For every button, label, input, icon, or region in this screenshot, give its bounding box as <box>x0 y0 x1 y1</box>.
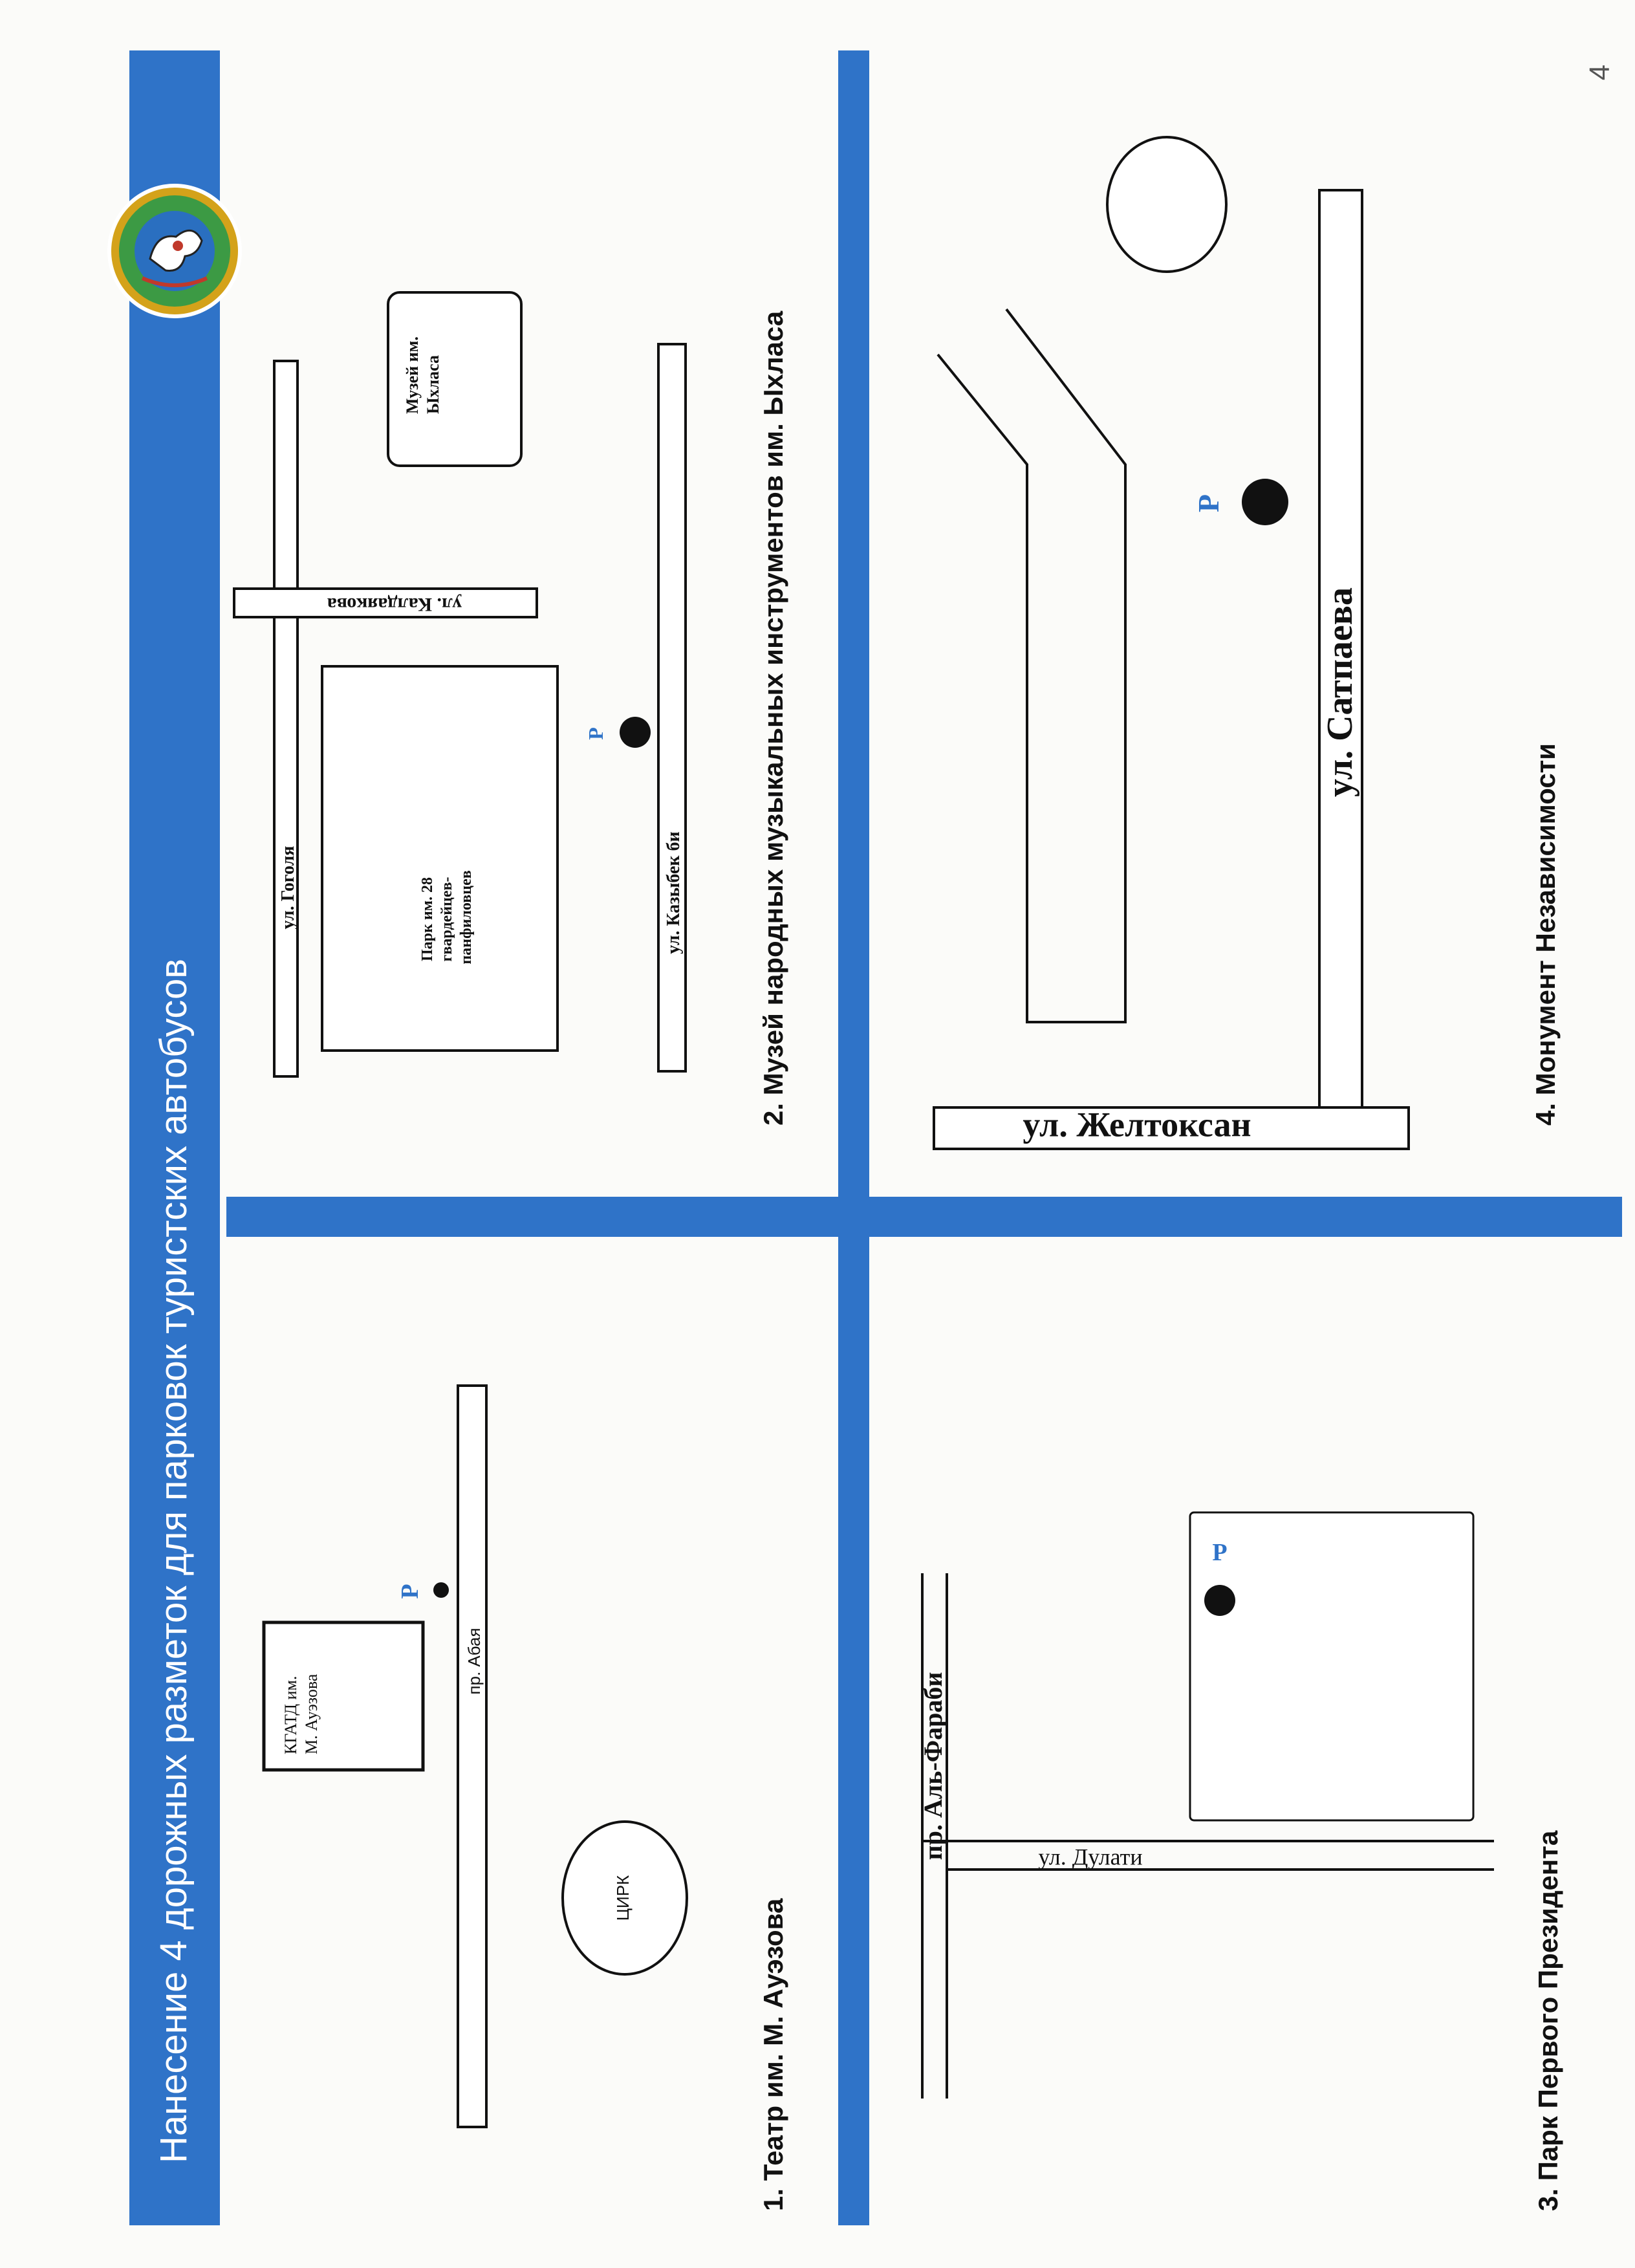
parking-spot-marker <box>1204 1585 1235 1616</box>
park-panfilov <box>322 666 558 1051</box>
divider-horizontal <box>838 50 869 2225</box>
parking-spot-marker <box>1242 479 1288 525</box>
circus-label: ЦИРК <box>613 1875 633 1921</box>
panel-independence-monument <box>934 137 1561 1149</box>
panel-2-caption: 2. Музей народных музыкальных инструментов им. Ыхласа <box>758 311 788 1126</box>
parking-label: P <box>396 1584 424 1599</box>
street-kaldayakov-label: ул. Калдаякова <box>327 594 462 616</box>
street-gogol <box>274 361 298 1076</box>
street-gogol-label: ул. Гоголя <box>278 845 298 930</box>
park-panfilov-label: Парк им. 28 гвардейцев- панфиловцев <box>419 870 475 965</box>
street-abay <box>458 1386 486 2127</box>
panel-3-caption: 3. Парк Первого Президента <box>1533 1830 1563 2211</box>
panel-auezov-theatre <box>264 1386 788 2211</box>
parking-label: P <box>1212 1539 1228 1566</box>
parking-label: P <box>1192 494 1225 513</box>
page-number: 4 <box>1584 64 1616 81</box>
street-satpaev-label: ул. Сатпаева <box>1320 587 1360 797</box>
parking-spot-marker <box>620 717 651 748</box>
building-auezov-label: КГАТД им. М. Ауэзова <box>281 1674 321 1754</box>
street-zheltoksan-label: ул. Желтоксан <box>1023 1105 1251 1144</box>
parking-spot-marker <box>433 1582 449 1598</box>
street-dulati-label: ул. Дулати <box>1038 1844 1143 1870</box>
first-president-park <box>1190 1512 1473 1820</box>
panel-ykhlas-museum <box>234 292 788 1126</box>
panel-4-caption: 4. Монумент Независимости <box>1530 743 1561 1126</box>
panel-first-president-park <box>918 1512 1563 2211</box>
divider-vertical <box>226 1197 1622 1237</box>
museum-ykhlas-label: Музей им. Ыхласа <box>403 336 442 414</box>
monument-plaza <box>938 309 1125 1022</box>
almaty-emblem <box>107 184 242 318</box>
panel-1-caption: 1. Театр им. М. Ауэзова <box>758 1898 788 2211</box>
page-title: Нанесение 4 дорожных разметок для парковок туристских автобусов <box>153 958 195 2163</box>
parking-label: P <box>584 727 607 740</box>
street-kazybek-bi <box>658 344 686 1071</box>
street-alfarabi-label: пр. Аль-Фараби <box>918 1672 947 1860</box>
street-abay-label: пр. Абая <box>464 1628 484 1695</box>
roundabout <box>1107 137 1226 272</box>
street-kazybek-label: ул. Казыбек би <box>664 831 684 954</box>
